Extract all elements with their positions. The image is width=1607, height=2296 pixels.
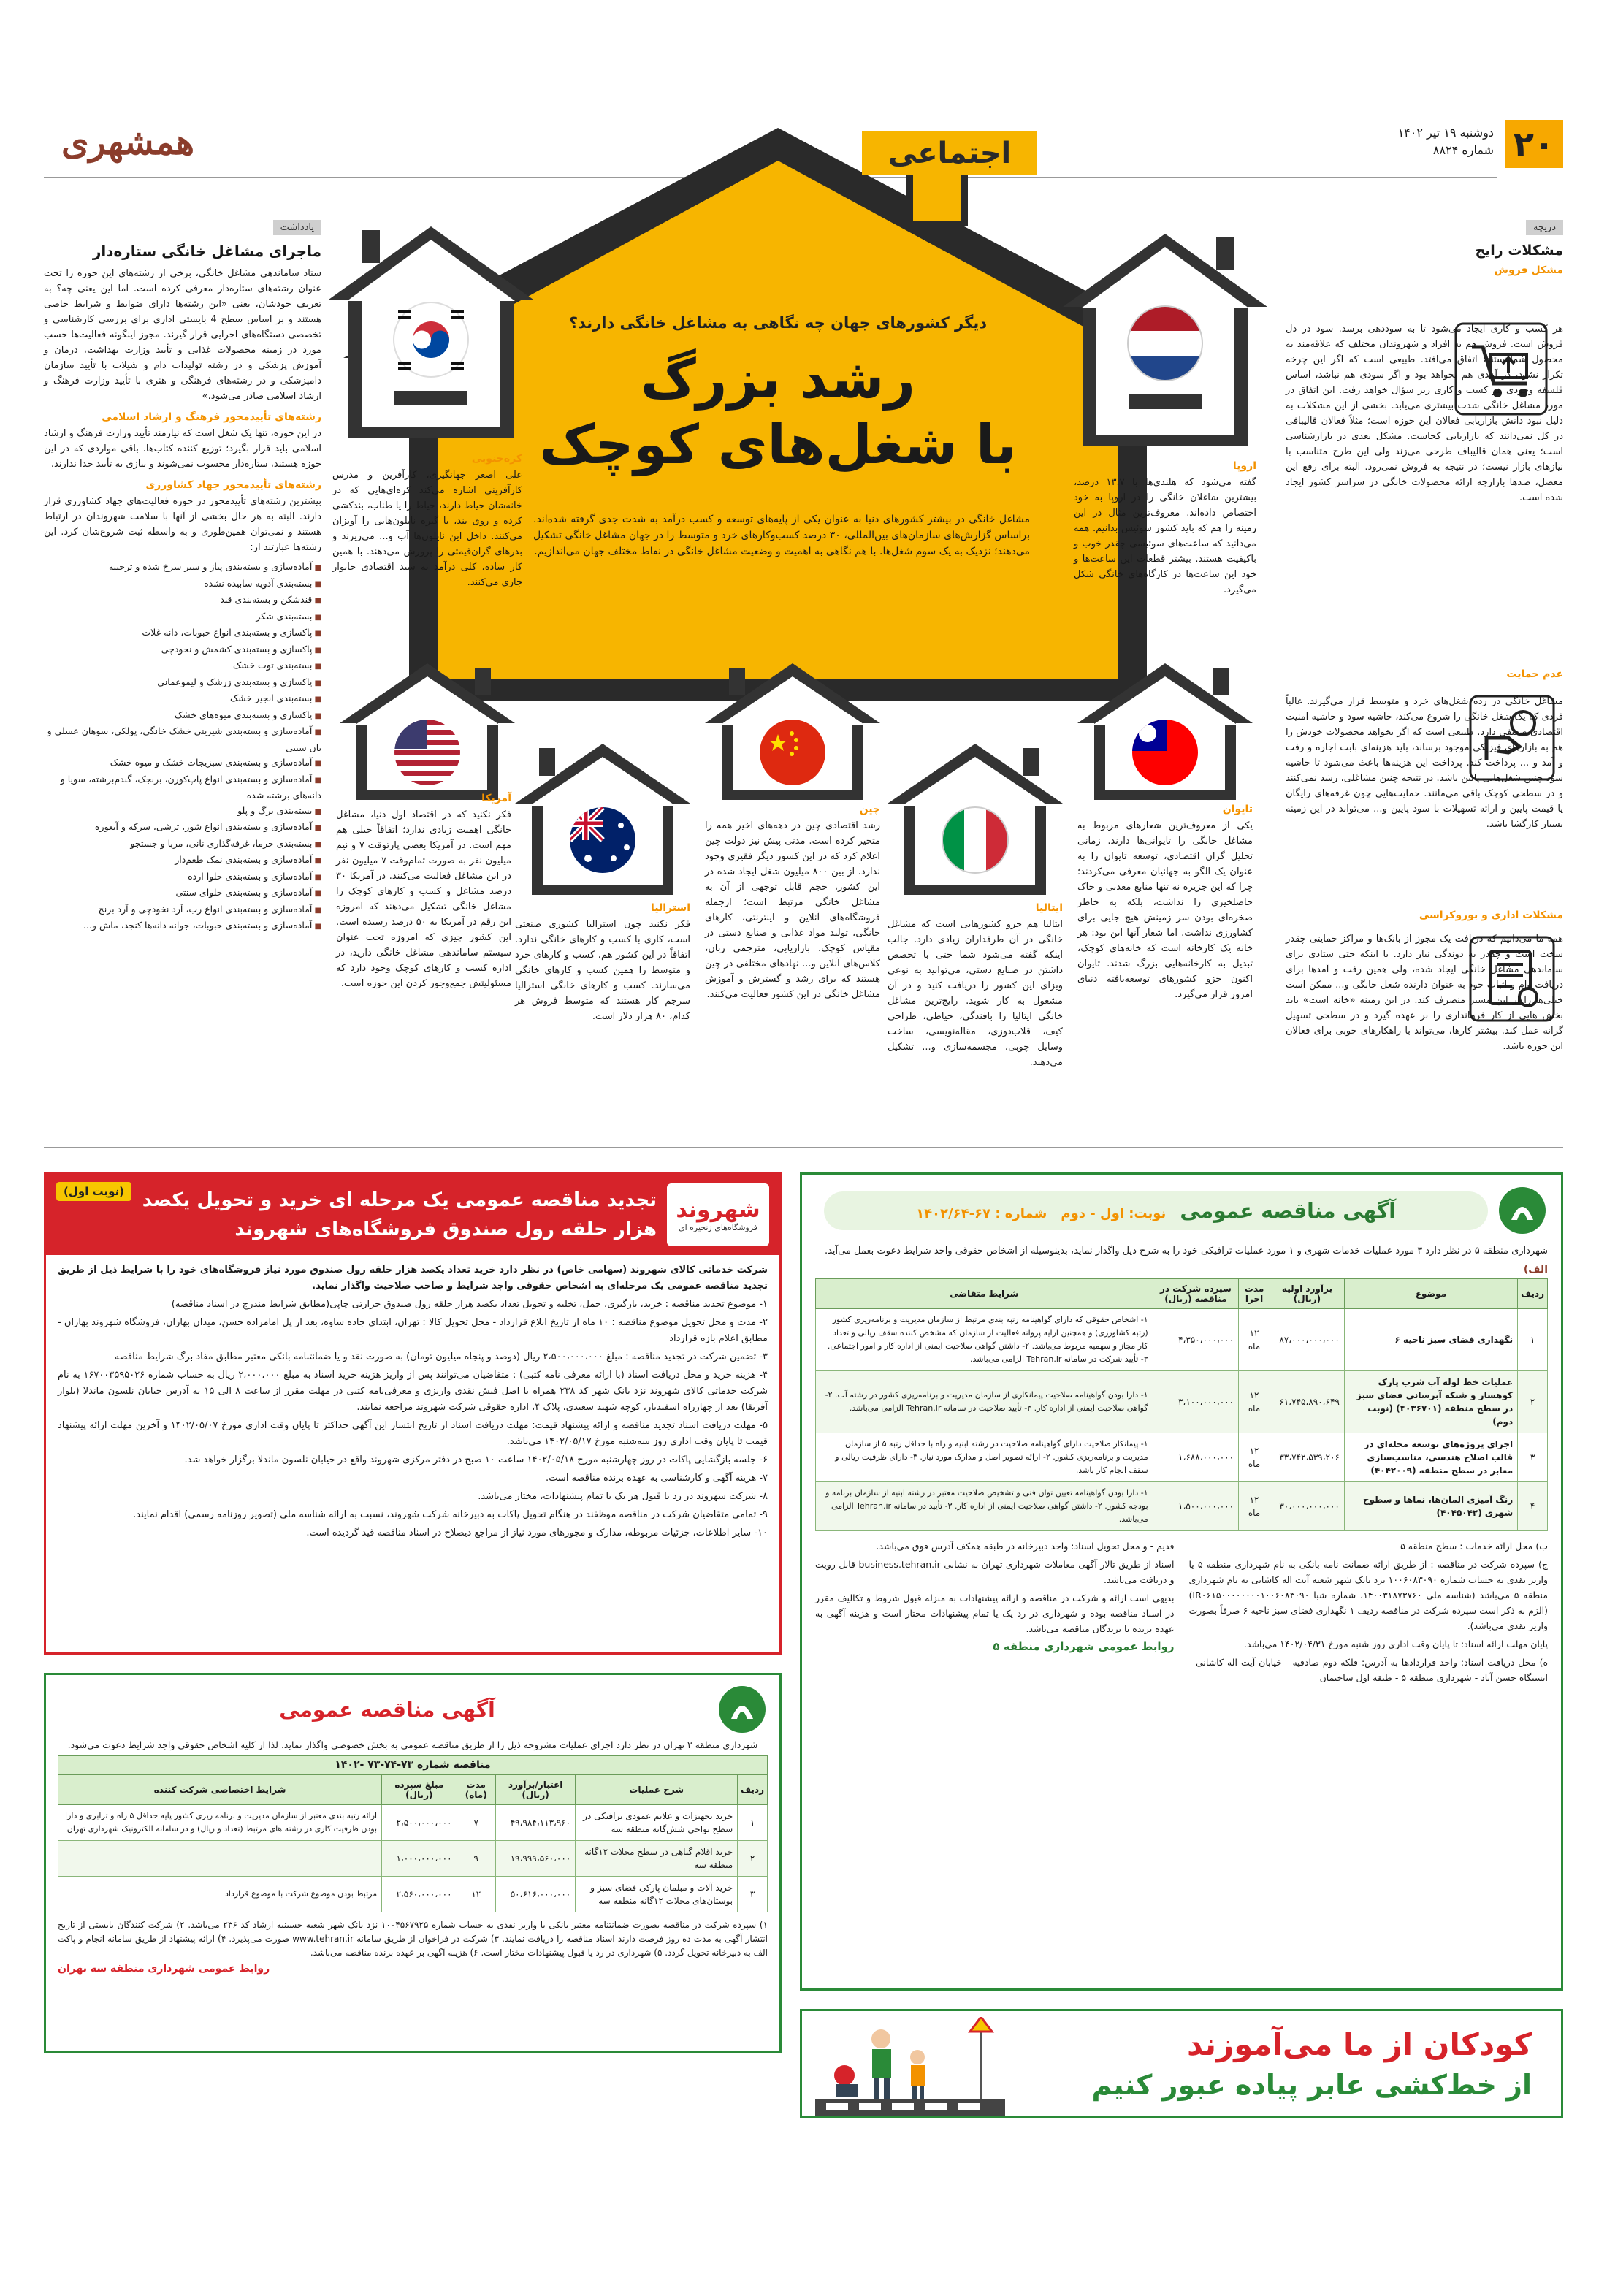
tender3-table xyxy=(58,1774,768,1912)
shahrvand-logo-sub: فروشگاه‌های زنجیره ای xyxy=(678,1223,758,1232)
tender2-paragraph: ۲- مدت و محل تحویل موضوع مناقصه : ۱۰ ماه از تاریخ ابلاغ قرارداد - محل تحویل کالا : تهران، ابتدای جاده ساوه، بعد از پل امامزاده حسن، میدان بهاران، فروشگاه شهروند بهاران - مطابق اعلام بازه قرارداد xyxy=(58,1317,768,1344)
tender3-header xyxy=(58,1684,768,1735)
subhead-agriculture: رشته‌های تأییدمحور جهاد کشاورزی xyxy=(145,479,321,491)
tender1-note: بدیهی است ارائه و شرکت در مناقصه و ارائه پیشنهادات به منزله قبول شروط و تکالیف مقرر در اسناد مناقصه بوده و شهرداری در رد یک یا تمام پیشنهادات مختار است و هزینه آگهی به عهده برنده یا برندگان مناقصه می‌باشد. xyxy=(815,1593,1175,1634)
china-title: چین xyxy=(859,804,880,815)
taiwan-title: تایوان xyxy=(1222,804,1253,815)
tehran-logo-icon xyxy=(717,1684,768,1735)
tender2-paragraph: شرکت خدماتی کالای شهروند (سهامی خاص) در نظر دارد خرید تعداد یکصد هزار حلقه رول صندوق مورد نیاز فروشگاه‌های خود را با شرایط ذیل از طریق تجدید مناقصه عمومی یک مرحله‌ای به اشخاص حقوقی واجد شرایط و صاحب صلاحیت واگذار نماید. xyxy=(58,1265,768,1292)
china-block xyxy=(705,804,880,1002)
agriculture-list-item: ■ آماده‌سازی و بسته‌بندی حبوبات، جوانه دانه‌ها کنجد، ماش و... xyxy=(44,918,321,935)
tender1-title: آگهی مناقصه عمومی xyxy=(1180,1198,1396,1223)
left-intro: ستاد ساماندهی مشاغل خانگی، برخی از رشته‌های این حوزه را تحت عنوان رشته‌های ستاره‌دار معرفی کرده است. اما این یعنی چه؟ به تعریف خودشان، یعنی «این رشته‌ها دارای ضوابط و شرایط خاصی هستند و بر اساس سطح 4 بایستی اداری برای بررسی کارشناسی و تخصصی دستگاه‌های اجرایی قرار گیرند. مجوز اینگونه فعالیت‌ها حسب مورد در زمینه محصولات غذایی و تأیید وزارت بهداشت، درمان و آموزش پزشکی و در رشته تولیدات دام و شیلات با تأیید سازمان دامپزشکی و در رشته‌های فرهنگی و هنری با تأیید وزارت فرهنگ و ارشاد اسلامی صادر می‌شود.» xyxy=(44,268,321,402)
tender1-intro: شهرداری منطقه ۵ در نظر دارد ۳ مورد عملیات خدمات شهری و ۱ مورد عملیات ترافیکی خود را به شرح ذیل واگذار نماید، بدینوسیله از اشخاص حقوقی واجد شرایط دعوت بعمل می‌آید. xyxy=(824,1246,1548,1256)
house-usa xyxy=(336,657,519,804)
subhead-culture: رشته‌های تأییدمحور فرهنگ و ارشاد اسلامی xyxy=(102,411,321,423)
tender1-note: پایان مهلت ارائه اسناد: تا پایان وقت اداری روز شنبه مورخ ۱۴۰۲/۰۴/۳۱ می‌باشد. xyxy=(1243,1639,1548,1649)
tender3-header-cell: شرح عملیات xyxy=(576,1775,738,1805)
newspaper-logo xyxy=(44,117,212,168)
sales-text: هر کسب و کاری ایجاد می‌شود تا به سوددهی برسد. سود در دل فروش است. فروش هم به افراد و شهروندان مختلف که علاقه‌مند به محصول شماهستند، اتفاق می‌افتد. طبیعی است که اگر این چرخه تکرار نشود، در آمدی هم نخواهد بود و اگر سودی هم نباشد، اساس فلسفه وجودی هر کسب و کاری زیر سؤال خواهد رفت. این اتفاق در مورد مشاغل خانگی شدت بیشتری می‌یابد. بخشی از این مشکلات به دلیل نبود دانش بازاریابی فعالان این حوزه است؛ مثلاً فعالان قالیبافی در کل نمی‌دانند که بازاریابی کجاست. مشکل بعدی در بازارشناسی است؛ یعنی همان قالیباف طرحی می‌زند ولی این طرح متناسب با نیازهای بازار نیست؛ در نتیجه به فروش نمی‌رود. البته برای رفع این معضل، صدها بازارچه ارائه محصولات خانگی در سراسر کشور ایجاد شده است. xyxy=(1286,324,1563,503)
subhead-bureaucracy: مشکلات اداری و بوروکراسی xyxy=(1419,909,1563,921)
left-column-title: ماجرای مشاغل خانگی ستاره‌دار xyxy=(92,243,321,260)
agriculture-list-item: ■ آماده‌سازی و بسته‌بندی پیاز و سیر سرخ شده و ترخینه xyxy=(44,560,321,576)
agriculture-list-item: ■ پاکسازی و بسته‌بندی کشمش و نخودچی xyxy=(44,642,321,659)
issue-info xyxy=(1398,124,1494,159)
tender3-cell-desc: خرید اقلام گیاهی در سطح محلات ۱۲گانه منطقه سه xyxy=(576,1841,738,1877)
tender1-round: نوبت: اول - دوم xyxy=(1061,1205,1167,1221)
agriculture-list xyxy=(44,560,321,935)
italy-block xyxy=(888,902,1063,1070)
tender1-cell-deposit: ۱،۶۸۸،۰۰۰،۰۰۰ xyxy=(1153,1433,1238,1482)
tender3-cell-duration: ۱۲ xyxy=(457,1877,495,1912)
tender3-cell-desc: خرید تجهیزات و علایم عمودی ترافیکی در سطح نواحی شش‌گانه منطقه سه xyxy=(576,1805,738,1841)
tender1-cell-subject: رنگ آمیزی المان‌ها، نماها و سطوح شهری (۴۰۴۵۰۴۲) xyxy=(1344,1482,1517,1531)
right-column-title: مشکلات رایج xyxy=(1475,243,1563,259)
headline-block xyxy=(526,314,1030,478)
europe-block xyxy=(1074,460,1256,598)
korea-title: کره‌جنوبی xyxy=(471,453,522,465)
tender2-body xyxy=(46,1255,779,1551)
agriculture-list-item: ■ بسته‌بندی خرما، غرفه‌گذاری نانی، مربا و جستجو xyxy=(44,836,321,853)
tender1-header-cell: ردیف xyxy=(1518,1279,1548,1309)
tender3-cell-n: ۳ xyxy=(738,1877,768,1912)
tender-municipality-5 xyxy=(800,1172,1563,1991)
tender3-intro: شهرداری منطقه ۳ تهران در نظر دارد اجرای عملیات مشروحه ذیل را از طریق مناقصه عمومی به بخش خصوصی واگذار نماید. لذا از کلیه اشخاص حقوقی واجد شرایط دعوت می‌شود. xyxy=(67,1739,758,1750)
right-column-label: دریچه xyxy=(1526,220,1563,235)
tender1-cell-deposit: ۱،۵۰۰،۰۰۰،۰۰۰ xyxy=(1153,1482,1238,1531)
australia-title: استرالیا xyxy=(650,902,690,914)
headline-line-2: با شغل‌های کوچک xyxy=(539,413,1017,476)
china-text: رشد اقتصادی چین در دهه‌های اخیر همه را متحیر کرده است. مدتی پیش نیز دولت چین اعلام کرد که در این کشور دیگر فقیری وجود ندارد. از بین ۸۰۰ میلیون شغل ایجاد شده در این کشور، حجم قابل توجهی از آن به مشاغل خانگی مرتبط است؛ ازجمله فروشگاه‌های آنلاین و اینترنتی، کارهای خانگی، تولید مواد غذایی و صنایع دستی در مقیاس کوچک. بازاریابی، مترجمی زبان، کلاس‌های آنلاین و... نهادهای مختلفی در چین هستند که برای رشد و گسترش و آموزش مشاغل خانگی در این کشور فعالیت می‌کنند. xyxy=(705,820,880,1000)
tender1-cell-n: ۱ xyxy=(1518,1309,1548,1371)
tender1-cell-duration: ۱۲ ماه xyxy=(1239,1309,1270,1371)
house-netherlands xyxy=(1059,226,1271,460)
tender2-round-badge: (نوبت اول) xyxy=(56,1182,131,1201)
tender1-number: شماره : ۶۷-۱۴۰۲/۶۴ xyxy=(916,1205,1047,1221)
tender3-cell-deposit: ۲،۵۶۰،۰۰۰،۰۰۰ xyxy=(382,1877,457,1912)
agriculture-list-item: ■ بسته‌بندی توت خشک xyxy=(44,658,321,675)
tender1-header-cell: شرایط متقاضی xyxy=(816,1279,1153,1309)
tender3-title: آگهی مناقصه عمومی xyxy=(279,1697,495,1722)
tender1-cell-n: ۴ xyxy=(1518,1482,1548,1531)
house-australia xyxy=(511,738,694,899)
tender1-cell-conditions: ۱- اشخاص حقوقی که دارای گواهینامه رتبه بندی مرتبط از سازمان مدیریت و برنامه‌ریزی کشور (رتبه کشاورزی) و همچنین ارایه پروانه فعالیت از سازمان که مشخص کننده سقف ریالی و تعداد کار مجاز و سهمیه مربوط می‌باشد. ۲- داشتن گواهی صلاحیت ایمنی از اداره کار و امور اجتماعی. ۳- تأیید شرکت در سامانه Tehran.ir الزامی می‌باشد. xyxy=(816,1309,1153,1371)
table-row xyxy=(58,1841,768,1877)
table-row xyxy=(816,1309,1548,1371)
tender3-cell-deposit: ۱،۰۰۰،۰۰۰،۰۰۰ xyxy=(382,1841,457,1877)
tender2-paragraph: ۱- موضوع تجدید مناقصه : خرید، بارگیری، حمل، تخلیه و تحویل تعداد یکصد هزار حلقه رول صندوق حرارتی چاپی(مطابق شرایط مندرج در اسناد مناقصه) xyxy=(171,1299,768,1310)
table-row xyxy=(58,1877,768,1912)
tender1-cell-subject: نگهداری فضای سبز ناحیه ۶ xyxy=(1344,1309,1517,1371)
bureaucracy-text: همه ما می‌دانیم که دریافت یک مجوز از بانک‌ها و مراکز حمایتی چقدر سخت است و چقدر به دوندگی نیاز دارد. با اینکه حتی ستادی برای ساماندهی مشاغل خانگی ایجاد شده، ولی همین رفت و آمدها برای دریافت وام و اثبات خود به عنوان دارنده شغل خانگی و... ممکن است خیلی‌ها را از این مسیر منصرف کند. در این زمینه «خانه است» باید بخش هایی از کار فرمانداری را بر عهده گیرد و در سطحی تسهیل گرانه عمل کند. بیشتر کارها، می‌تواند با راهکارهای خوبی برای فعالان این حوزه باشد. xyxy=(1286,934,1563,1052)
kids-ad-line2: از خط‌کشی عابر پیاده عبور کنیم xyxy=(1091,2069,1532,2101)
right-column xyxy=(1286,219,1563,283)
italy-title: ایتالیا xyxy=(1035,902,1063,914)
issue-number: شماره ۸۸۲۴ xyxy=(1432,143,1494,157)
tender3-cell-estimate: ۵۰،۶۱۶،۰۰۰،۰۰۰ xyxy=(495,1877,575,1912)
agriculture-list-item: ■ بسته‌بندی برگ و پلو xyxy=(44,804,321,820)
agriculture-list-item: ■ آماده‌سازی و بسته‌بندی انواع شور، ترشی، سرکه و آبغوره xyxy=(44,820,321,836)
tender-municipality-3 xyxy=(44,1673,782,2053)
tender1-note: ب) محل ارائه خدمات : سطح منطقه ۵ xyxy=(1400,1541,1548,1552)
tender3-header-cell: مبلغ سپرده (ریال) xyxy=(382,1775,457,1805)
usa-title: آمریکا xyxy=(481,793,511,804)
tender1-part-a: الف) xyxy=(1523,1264,1548,1275)
house-taiwan xyxy=(1074,657,1256,804)
tender3-cell-cond: مرتبط بودن موضوع شرکت با موضوع قرارداد xyxy=(58,1877,382,1912)
tender3-number: مناقصه شماره ۷۳-۷۴-۷۳ -۱۴۰۲ xyxy=(58,1755,768,1774)
table-row xyxy=(816,1433,1548,1482)
tender1-cell-estimate: ۸۷،۰۰۰،۰۰۰،۰۰۰ xyxy=(1270,1309,1345,1371)
tender3-cell-n: ۱ xyxy=(738,1805,768,1841)
shahrvand-logo-text: شهروند xyxy=(676,1197,760,1223)
tender1-title-bar xyxy=(824,1191,1488,1230)
tender1-cell-duration: ۱۲ ماه xyxy=(1239,1482,1270,1531)
left-column xyxy=(44,219,321,935)
kicker: دیگر کشورهای جهان چه نگاهی به مشاغل خانگی دارند؟ xyxy=(568,314,987,332)
tender1-notes xyxy=(815,1538,1548,1685)
europe-title: اروپا xyxy=(1232,460,1256,472)
agriculture-list-item: ■ بسته‌بندی شکر xyxy=(44,609,321,626)
agriculture-list-item: ■ پاکسازی و بسته‌بندی میوه‌های خشک xyxy=(44,708,321,725)
agriculture-list-item: ■ پاکسازی و بسته‌بندی زرشک و لیموعمانی xyxy=(44,675,321,692)
section-tag xyxy=(862,131,1037,175)
tender1-note: قدیم - و محل تحویل اسناد: واحد دبیرخانه در طبقه همکف آدرس فوق می‌باشد. xyxy=(876,1541,1175,1552)
tender1-cell-deposit: ۳،۱۰۰،۰۰۰،۰۰۰ xyxy=(1153,1371,1238,1433)
tender2-paragraph: ۵- مهلت دریافت اسناد تجدید مناقصه و ارائه پیشنهاد قیمت: مهلت دریافت اسناد از تاریخ انتشار این آگهی حداکثر تا پایان وقت اداری مورخ ۱۴۰۲/۰۵/۰۷ و آخرین مهلت ارائه پیشنهاد قیمت تا پایان وقت اداری روز سه‌شنبه مورخ ۱۴۰۲/۰۵/۱۷ می‌باشد. xyxy=(58,1420,768,1447)
tender3-cell-cond: ارائه رتبه بندی معتبر از سازمان مدیریت و برنامه ریزی کشور پایه حداقل ۵ راه و ترابری و دارا بودن ظرفیت کاری در رشته های مرتبط (تعداد و ریال) و در سامانه الکترونیک شهرداری تهران xyxy=(58,1805,382,1841)
agriculture-list-item: ■ بسته‌بندی آدویه سابیده نشده xyxy=(44,576,321,593)
tender2-title: تجدید مناقصه عمومی یک مرحله ای خرید و تحویل یکصد هزار حلقه رول صندوق فروشگاه‌های شهروند xyxy=(142,1189,657,1240)
tender1-note: روابط عمومی شهرداری منطقه ۵ xyxy=(993,1640,1175,1653)
kids-ad-line1: کودکان از ما می‌آموزند xyxy=(1186,2026,1532,2062)
table-row xyxy=(816,1482,1548,1531)
tehran-municipality-logo-icon xyxy=(1497,1185,1548,1236)
logo-text: همشهری xyxy=(61,122,195,163)
tender1-cell-subject: عملیات خط لوله آب شرب پارک کوهسار و شبکه آبرسانی فضای سبز در سطح منطقه (۴۰۳۶۷۰۱) (نوبت دوم) xyxy=(1344,1371,1517,1433)
tender1-cell-estimate: ۳۳،۷۴۲،۵۳۹،۲۰۶ xyxy=(1270,1433,1345,1482)
left-column-label: یادداشت xyxy=(273,220,321,235)
table-row xyxy=(58,1805,768,1841)
kids-ad-text xyxy=(1091,2024,1532,2105)
tender3-cell-n: ۲ xyxy=(738,1841,768,1877)
tender3-footer: روابط عمومی شهرداری منطقه سه تهران xyxy=(58,1963,270,1975)
tender3-header-cell: ردیف xyxy=(738,1775,768,1805)
tender3-cell-estimate: ۱۹،۹۹۹،۵۶۰،۰۰۰ xyxy=(495,1841,575,1877)
tender3-notes: ۱) سپرده شرکت در مناقصه بصورت ضمانتنامه معتبر بانکی یا واریز نقدی به حساب شماره ۱۰۰۴۵۶۷۹۲۵ نزد بانک شهر شعبه حسینیه ارشاد کد ۲۳۶ می‌باشد. ۲) شرکت کنندگان بایستی از تاریخ انتشار آگهی به مدت ده روز فرصت دارند اسناد مناقصه را دریافت نمایند. ۳) شرکت در فراخوان از طریق سامانه www.tehran.ir صورت می‌پذیرد. ۴) ارائه پیشنهاد از طریق سامانه انجام و پاکت الف به دبیرخانه تحویل گردد. ۵) شهرداری در رد یا قبول پیشنهادات مختار است. ۶) هزینه آگهی بر عهده برنده مناقصه می‌باشد. xyxy=(58,1920,768,1958)
tender-shahrvand xyxy=(44,1172,782,1655)
tender1-header-cell: مدت اجرا xyxy=(1239,1279,1270,1309)
tender3-header-cell: شرایط اختصاصی شرکت کننده xyxy=(58,1775,382,1805)
subhead-sales: مشکل فروش xyxy=(1494,264,1563,276)
page-number-box xyxy=(1505,120,1563,168)
tender3-cell-desc: خرید آلات و مبلمان پارکی فضای سبز و بوستان‌های محلات ۱۲گانه منطقه سه xyxy=(576,1877,738,1912)
agriculture-list-item: ■ قندشکن و بسته‌بندی قند xyxy=(44,592,321,609)
kids-crossing-ad xyxy=(800,2009,1563,2118)
australia-block xyxy=(515,902,690,1024)
tender1-cell-conditions: ۱- دارا بودن گواهینامه تعیین توان فنی و تشخیص صلاحیت معتبر در رشته ابنیه از سازمان برنامه و بودجه کشور. ۲- داشتن گواهی صلاحیت ایمنی از اداره کار. ۳- تأیید در سامانه Tehran.ir الزامی می‌باشد. xyxy=(816,1482,1153,1531)
tender3-title-wrap xyxy=(58,1698,717,1722)
lead-paragraph: مشاغل خانگی در بیشتر کشورهای دنیا به عنوان یکی از پایه‌های توسعه و کسب درآمد به شدت جدی گرفته شده‌اند. براساس گزارش‌های سازمان‌های بین‌المللی، ۳۰ درصد کسب‌وکارهای خرد و متوسط را در جهان مشاغل خانگی تشکیل می‌دهند؛ نزدیک به یک سوم شغل‌ها. با هم نگاهی به اهمیت و وضعیت مشاغل خانگی در نقاط مختلف جهان می‌اندازیم. xyxy=(533,514,1031,557)
tender2-paragraph: ۷- هزینه آگهی و کارشناسی به عهده برنده مناقصه است. xyxy=(546,1473,768,1484)
agriculture-list-item: ■ پاکسازی و بسته‌بندی انواع حبوبات، دانه غلات xyxy=(44,625,321,642)
issue-date: دوشنبه ۱۹ تیر ۱۴۰۲ xyxy=(1397,126,1494,140)
agriculture-list-item: ■ آماده‌سازی و بسته‌بندی حلوا ارده xyxy=(44,869,321,886)
tender1-header xyxy=(815,1185,1548,1236)
house-korea xyxy=(325,219,537,453)
tender1-note: ه) محل دریافت اسناد: واحد قراردادها به آدرس: فلکه دوم صادقیه - خیابان آیت اله کاشانی - ایستگاه حسن آباد - شهرداری منطقه ۵ - طبقه اول ساختمان xyxy=(1188,1657,1548,1683)
agriculture-list-item: ■ آماده‌سازی و بسته‌بندی شیرینی خشک خانگی، پولکی، سوهان عسلی و نان سنتی xyxy=(44,724,321,755)
agriculture-list-item: ■ آماده‌سازی و بسته‌بندی سبزیجات خشک و میوه خشک xyxy=(44,755,321,772)
tender1-header-cell: برآورد اولیه (ریال) xyxy=(1270,1279,1345,1309)
table-row xyxy=(816,1371,1548,1433)
europe-text: گفته می‌شود که هلندی‌ها با ۱۳.۷ درصد، بیشترین شاغلان خانگی را در اروپا به خود اختصاص داده‌اند. معروف‌ترین مثال در این زمینه را هم که باید کشور سوئیس بدانیم. همه می‌دانید که ساعت‌های سوئیسی چقدر خوب و باکیفیت هستند. بیشتر قطعات این ساعت‌ها و خود این ساعت‌ها در کارگاه‌های خانگی شکل می‌گیرد. xyxy=(1074,477,1256,595)
tender1-header-cell: سپرده شرکت در مناقصه (ریال) xyxy=(1153,1279,1238,1309)
agriculture-list-item: ■ بسته‌بندی انجیر خشک xyxy=(44,691,321,708)
tender1-cell-deposit: ۴،۳۵۰،۰۰۰،۰۰۰ xyxy=(1153,1309,1238,1371)
culture-text: در این حوزه، تنها یک شغل است که نیازمند تأیید وزارت فرهنگ و ارشاد اسلامی باید قرار بگیرد؛ توزیع کننده کتاب‌ها. باقی مواردی که در این حوزه هستند، ستاره‌دار محسوب نمی‌شوند و نیازی به تأیید جدا ندارند. xyxy=(44,428,321,470)
taiwan-text: یکی از معروف‌ترین شعارهای مربوط به مشاغل خانگی را تایوانی‌ها دارند. زمانی تحلیل گران اقتصادی، توسعه تایوان را به عنوان یک الگو به جهانیان معرفی می‌کردند؛ چرا که این جزیره نه تنها منابع معدنی و خاک حاصلخیزی را نداشت، بلکه به خاطر صخره‌ای بودن سر زمینش هیچ جایی برای کشاورزی نداشت. اما شعار آنها این بود: هر خانه یک کارخانه است که خانه‌های کوچک، تبدیل به کارخانه‌هایی بزرگ شدند. تایوان اکنون جزو کشورهای توسعه‌یافته دنیای امروز قرار می‌گیرد. xyxy=(1077,820,1253,1000)
house-italy xyxy=(884,738,1066,899)
section-divider xyxy=(44,1147,1563,1148)
shahrvand-logo xyxy=(667,1183,769,1246)
tender1-note: اسناد از طریق تالار آگهی معاملات شهرداری تهران به نشانی business.tehran.ir قابل رویت و دریافت می‌باشد. xyxy=(815,1559,1175,1585)
tender1-cell-subject: اجرای پروژه‌های توسعه محله‌ای در قالب اصلاح هندسی، مناسب‌سازی معابر در سطح منطقه (۴۰۴۲۰۰۹) xyxy=(1344,1433,1517,1482)
tender3-header-cell: اعتبار/برآورد (ریال) xyxy=(495,1775,575,1805)
tender1-cell-estimate: ۶۱،۷۴۵،۸۹۰،۶۴۹ xyxy=(1270,1371,1345,1433)
tender1-cell-conditions: ۱- دارا بودن گواهینامه صلاحیت پیمانکاری از سازمان مدیریت و برنامه‌ریزی کشور در رشته آب. ۲- گواهی صلاحیت ایمنی از اداره کار. ۳- تأیید صلاحیت در سامانه Tehran.ir الزامی می‌باشد. xyxy=(816,1371,1153,1433)
tender3-cell-cond xyxy=(58,1841,382,1877)
subhead-support: عدم حمایت xyxy=(1506,668,1563,680)
tender1-note: ج) سپرده شرکت در مناقصه : از طریق ارائه ضمانت نامه بانکی به نام شهرداری منطقه ۵ یا واریز نقدی به حساب شماره ۱۰۰۶۰۸۳۰۹۰ نزد بانک شهر شعبه آیت اله کاشانی به نام شهرداری منطقه ۵ می‌باشد (شناسه ملی ۱۴۰۰۳۱۸۷۳۷۶۰، شماره شبا IR۰۶۱۵۰۰۰۰۰۰۰۰۱۰۰۶۰۸۳۰۹۰) (الزم به ذکر است سپرده شرکت در مناقصه ردیف ۱ نگهداری فضای سبز ناحیه ۶ صرفاً بصورت واریز نقدی می‌باشد). xyxy=(1188,1559,1548,1631)
tender3-cell-duration: ۷ xyxy=(457,1805,495,1841)
tender1-table xyxy=(815,1278,1548,1531)
tender1-cell-n: ۳ xyxy=(1518,1433,1548,1482)
italy-text: ایتالیا هم جزو کشورهایی است که مشاغل خانگی در آن طرفداران زیادی دارد. جالب اینکه گفته می‌شود شما حتی با تخصص داشتن در صنایع دستی، می‌توانید به نوعی ویزای این کشور را دریافت کنید و در آن مشغول به کار شوید. رایج‌ترین مشاغل خانگی ایتالیا را بافندگی، خیاطی، طراحی کیف، قلاب‌دوزی، مقاله‌نویسی، ساخت وسایل چوبی، مجسمه‌سازی و... تشکیل می‌دهند. xyxy=(888,919,1063,1068)
shahrvand-header xyxy=(46,1175,779,1255)
tender2-paragraph: ۴- هزینه خرید و محل دریافت اسناد (با ارائه معرفی نامه کتبی) : متقاضیان می‌توانند پس از واریز هزینه خرید اسناد به مبلغ ۲،۰۰۰،۰۰۰ ریال به حساب شماره ۱۶۷۰۰۳۵۹۵۰۲۶ به نام شرکت خدماتی کالای شهروند نزد بانک شهر کد ۲۳۸ همراه با اصل فیش نقدی واریزی و معرفی‌نامه کتبی در مهلت مقرر از ساعت ۸ الی ۱۵ به آدرس خیابان نلسون ماندلا (بلوار آفریقا) بعد از چهارراه اسفندیار، کوچه شهید سعیدی، پلاک ۴، اداره حقوقی شرکت شهروند مراجعه نمایند. xyxy=(58,1370,768,1413)
tender2-paragraph: ۸- شرکت شهروند در رد یا قبول هر یک یا تمام پیشنهادات، مختار می‌باشد. xyxy=(478,1491,768,1502)
tender2-paragraph: ۶- جلسه بازگشایی پاکات در روز چهارشنبه مورخ ۱۴۰۲/۰۵/۱۸ ساعت ۱۰ صبح در دفتر مرکزی شهروند واقع در خیابان نلسون ماندلا برگزار خواهد شد. xyxy=(184,1454,768,1465)
tender3-cell-deposit: ۲،۵۰۰،۰۰۰،۰۰۰ xyxy=(382,1805,457,1841)
tender1-cell-duration: ۱۲ ماه xyxy=(1239,1433,1270,1482)
usa-text: فکر نکنید که در اقتصاد اول دنیا، مشاغل خانگی اهمیت زیادی ندارد؛ اتفاقاً خیلی هم مهم است. در آمریکا بعضی پارتوقت ۷ و نیم میلیون نفر به صورت تمام‌وقت ۷ میلیون نفر در این مشاغل فعالیت می‌کنند. در آمریکا ۳۰ درصد مشاغل و کسب و کارهای کوچک را مشاغل خانگی تشکیل می‌دهند که امروزه این رقم در آمریکا به ۵۰ درصد رسیده است. این کشور چیزی که امروزه تحت عنوان سیستم ساماندهی مشاغل خانگی دارید، در اداره کسب و کارهای کوچک وجود دارد که مسئولیتش جمع‌وجور کردن این حوزه است. xyxy=(336,809,511,989)
agriculture-list-item: ■ آماده‌سازی و بسته‌بندی حلوای سنتی xyxy=(44,885,321,902)
tender1-cell-conditions: ۱- پیمانکار صلاحیت دارای گواهینامه صلاحیت در رشته ابنیه و راه با حداقل رتبه ۵ از سازمان مدیریت و برنامه‌ریزی کشور. ۲- ارائه تصویر اصل و مدارک مورد نیاز. ۳- دارای ظرفیت ریالی و سقف انجام کار باشد. xyxy=(816,1433,1153,1482)
child-crossing-illustration xyxy=(815,2017,1005,2116)
page-number: ۲۰ xyxy=(1513,124,1555,164)
agriculture-text: بیشترین رشته‌های تأییدمحور در حوزه فعالیت‌های جهاد کشاورزی قرار دارند. البته به هر حال بخشی از آنها با سلامت شهروندان در ارتباط هستند و نمی‌توان همین‌طوری و به واسطه ثبت شروع‌شان کرد. این رشته‌ها عبارتند از: xyxy=(44,496,321,553)
house-china xyxy=(701,657,884,804)
tender2-paragraph: ۳- تضمین شرکت در تجدید مناقصه : مبلغ ۲،۵۰۰،۰۰۰،۰۰۰ ریال (دوصد و پنجاه میلیون تومان) به صورت نقد و یا ضمانتنامه بانکی معتبر مطابق مفاد برگ شرایط مناقصه xyxy=(114,1351,768,1362)
section-title: اجتماعی xyxy=(888,137,1012,170)
headline-line-1: رشد بزرگ xyxy=(640,348,916,411)
agriculture-list-item: ■ آماده‌سازی و بسته‌بندی انواع پاپ‌کورن، برنجک، گندم‌برشته، سویا و دانه‌های برشته شده xyxy=(44,772,321,804)
tender1-cell-duration: ۱۲ ماه xyxy=(1239,1371,1270,1433)
tender2-paragraph: ۱۰- سایر اطلاعات، جزئیات مربوطه، مدارک و مجوزهای مورد نیاز از مراجع ذیصلاح در اسناد مناقصه قید گردیده است. xyxy=(306,1528,768,1538)
tender3-cell-duration: ۹ xyxy=(457,1841,495,1877)
support-text: مشاغل خانگی در رده شغل‌های خرد و متوسط قرار می‌گیرند. غالباً فردی که یک شغل خانگی را شروع می‌کند، حاشیه سود و حاشیه امنیت اقتصادی ضعیفی دارد. طبیعی است که اگر بخواهد محصولات خودش را هم به بازارهای فیزیکی موجود برساند، باید هزینه‌ای بابت اجاره و رفت و آمد و ... پرداخت کند. پرداخت این هزینه‌ها باعث می‌شود تا حاشیه سود چنین شغل‌هایی پایین باشد. در نتیجه چنین مشاغلی، رشد نمی‌کنند و در سطحی کوچک باقی می‌مانند. حمایت‌هایی چون غرفه‌های رایگان یا قیمت پایین و ارائه تسهیلات با سود پایین و... می‌تواند در این زمینه بسیار کارگشا باشد. xyxy=(1286,696,1563,830)
korea-block xyxy=(332,453,522,590)
agriculture-list-item: ■ آماده‌سازی و بسته‌بندی نمک طعم‌دار xyxy=(44,853,321,869)
australia-text: فکر نکنید چون استرالیا کشوری صنعتی است، کاری با کسب و کارهای خانگی ندارد. اتفاقاً در این کشور هم، کسب و کارهای خرد و متوسط را همین کسب و کارهای خانگی می‌سازند. کسب و کارهای خانگی استرالیا سرجم کار هستند که متوسط فروش هر کدام، ۸۰ هزار دلار است. xyxy=(515,919,690,1022)
tender1-cell-estimate: ۳۰،۰۰۰،۰۰۰،۰۰۰ xyxy=(1270,1482,1345,1531)
usa-block xyxy=(336,793,511,991)
tender3-cell-estimate: ۴۹،۹۸۴،۱۱۳،۹۶۰ xyxy=(495,1805,575,1841)
tender1-cell-n: ۲ xyxy=(1518,1371,1548,1433)
tender3-header-cell: مدت (ماه) xyxy=(457,1775,495,1805)
agriculture-list-item: ■ آماده‌سازی و بسته‌بندی انواع رب، آرد نخودچی و آرد برنج xyxy=(44,902,321,919)
tender1-header-cell: موضوع xyxy=(1344,1279,1517,1309)
taiwan-block xyxy=(1077,804,1253,1002)
korea-text: علی اصغر جهانگیری، کارآفرین و مدرس کارآفرینی اشاره می‌کند کره‌ای‌هایی که در خانه‌شان حیاط دارند، حیاط را یا طناب، بندکشی کرده و روی بند، با گیره نایلون‌هایی را آویزان می‌کنند. داخل این نایلون‌ها آب و... می‌ریزند و بذرهای گران‌قیمتی را پرورش می‌دهند. با همین کار ساده، کلی درآمد به سبد اقتصادی خانوار جاری می‌کنند. xyxy=(332,470,522,588)
tender2-paragraph: ۹- تمامی متقاضیان شرکت در مناقصه موظفند در هنگام تحویل پاکات به دبیرخانه شرکت شهروند، نسبت به ارائه شناسه ملی (تصویر روزنامه رسمی) اقدام نمایند. xyxy=(133,1509,768,1520)
